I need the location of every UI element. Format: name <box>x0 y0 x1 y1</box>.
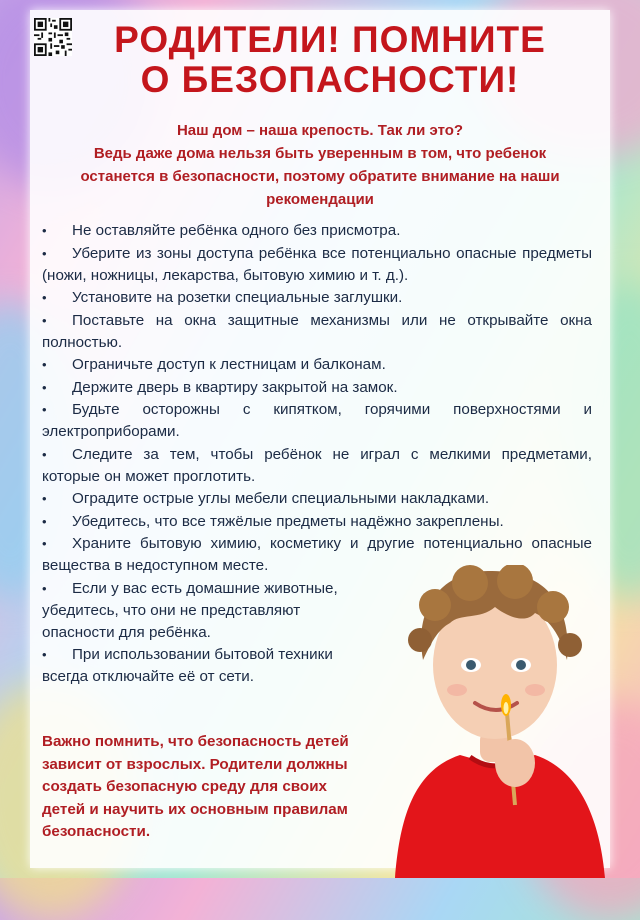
child-hand <box>495 739 535 787</box>
bullet-icon: • <box>42 357 47 372</box>
closing-note: Важно помнить, что безопасность детей зависит от взрослых. Родители должны создать безопасную среду для своих детей и научить их основным правилам безопасности. <box>42 733 349 840</box>
bullet-icon: • <box>42 290 47 305</box>
list-item: • При использовании бытовой техники всегда отключайте её от сети. <box>42 646 333 685</box>
list-item: • Следите за тем, чтобы ребёнок не играл с мелкими предметами, которые он может проглотить. <box>42 445 592 485</box>
bullet-icon: • <box>42 402 47 417</box>
list-item: • Будьте осторожны с кипятком, горячими поверхностями и электроприборами. <box>42 401 592 440</box>
list-item: • Храните бытовую химию, косметику и другие потенциально опасные вещества в недоступном месте. <box>42 535 592 574</box>
intro-line-1: Наш дом – наша крепость. Так ли это? <box>176 122 464 139</box>
list-item: • Ограничьте доступ к лестницам и балконам. <box>42 354 592 376</box>
bullet-icon: • <box>42 536 47 551</box>
list-item: • Убедитесь, что все тяжёлые предметы надёжно закреплены. <box>42 511 592 533</box>
list-item: • Поставьте на окна защитные механизмы или не открывайте окна полностью. <box>42 311 592 351</box>
list-item: • Уберите из зоны доступа ребёнка все потенциально опасные предметы (ножи, ножницы, лекарства, бытовую химию и т. д.). <box>42 244 592 284</box>
bullet-icon: • <box>42 245 47 261</box>
bullet-icon: • <box>42 312 47 328</box>
poster-title <box>70 20 590 100</box>
title-line-2: О БЕЗОПАСНОСТИ! <box>140 59 520 100</box>
list-item: • Держите дверь в квартиру закрытой на замок. <box>42 377 592 399</box>
bullet-icon: • <box>42 580 47 596</box>
list-item: • Оградите острые углы мебели специальными накладками. <box>42 488 592 510</box>
bullet-icon: • <box>42 513 47 529</box>
list-item: • Установите на розетки специальные заглушки. <box>42 287 592 309</box>
bullet-icon: • <box>42 223 47 238</box>
bullet-icon: • <box>42 491 47 506</box>
title-line-1: РОДИТЕЛИ! ПОМНИТЕ <box>114 19 546 60</box>
list-item: • Не оставляйте ребёнка одного без присмотра. <box>42 220 592 242</box>
bullet-icon: • <box>42 446 47 462</box>
intro-text <box>60 119 580 211</box>
intro-line-2: Ведь даже дома нельзя быть уверенным в том, что ребенок останется в безопасности, поэтому обратите внимание на наши рекомендации <box>80 145 560 208</box>
child-with-match-illustration <box>375 565 615 878</box>
bullet-icon: • <box>42 647 47 662</box>
qr-code-icon <box>34 18 72 56</box>
bullet-icon: • <box>42 379 47 395</box>
list-item: • Если у вас есть домашние животные, убедитесь, что они не представляют опасности для ребёнка. <box>42 579 338 641</box>
